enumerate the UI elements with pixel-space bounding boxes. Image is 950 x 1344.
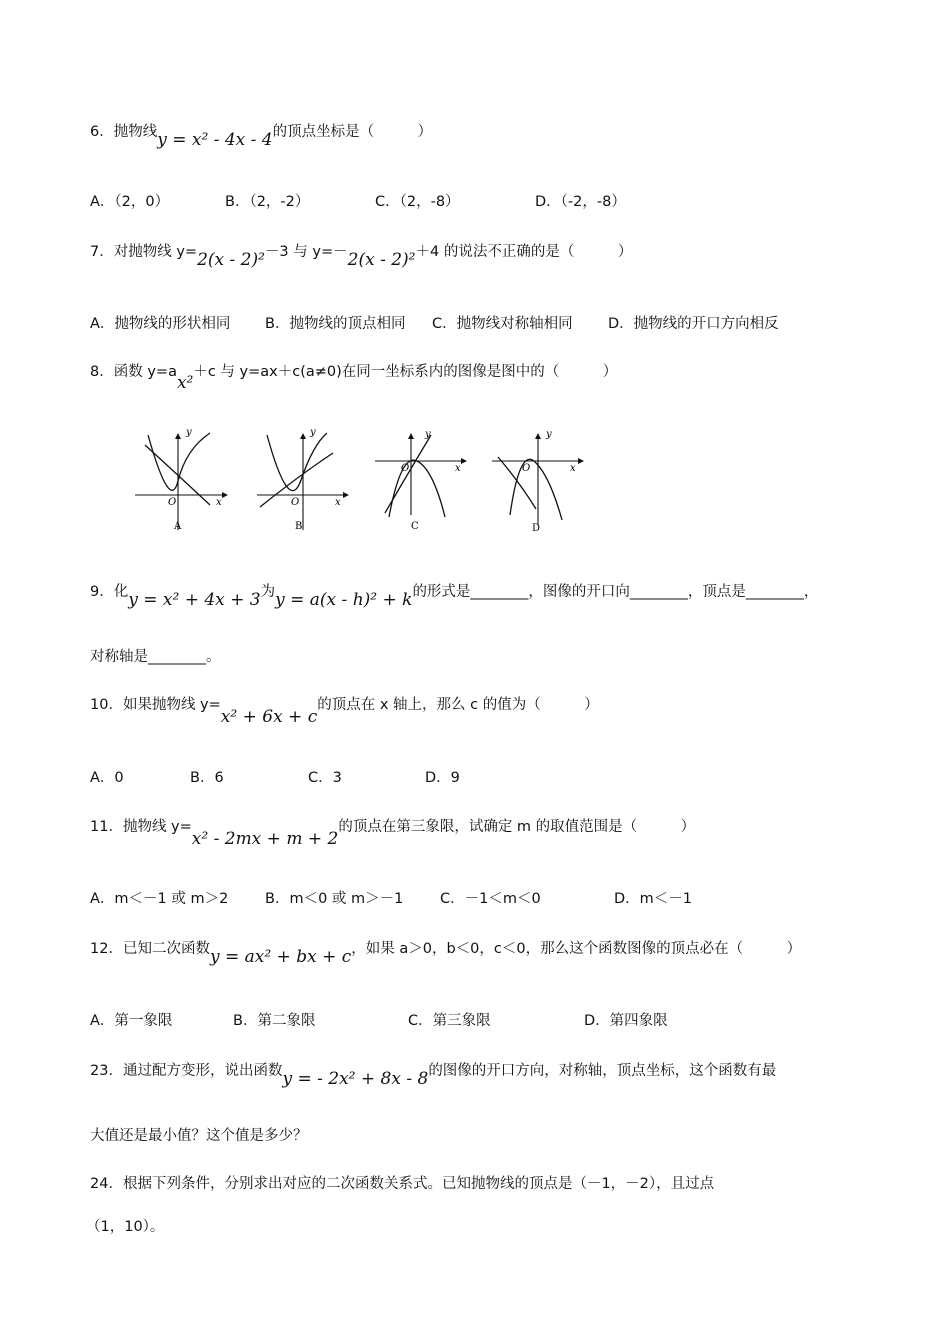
q6-option-d: D．（-2，-8）	[535, 194, 626, 210]
question-12	[90, 937, 802, 967]
q7-formula-2: 2(x - 2)²	[347, 250, 416, 270]
graph-c	[375, 429, 467, 532]
graph-c-origin: O	[401, 463, 410, 474]
q12-suffix: ，如果 a＞0，b＜0，c＜0，那么这个函数图像的顶点必在（ ）	[351, 941, 802, 957]
graph-d	[492, 429, 584, 534]
q9-formula-1: y = x² + 4x + 3	[128, 590, 261, 610]
graph-b-x-label: x	[335, 497, 341, 508]
q6-option-c: C．（2，-8）	[375, 194, 460, 210]
graph-c-parabola	[389, 460, 445, 517]
q6-prefix: 6．抛物线	[90, 124, 158, 140]
q10-option-a: A．0	[90, 770, 124, 786]
graph-c-line	[385, 435, 431, 513]
graph-d-x-label: x	[570, 463, 576, 474]
q23-prefix: 23．通过配方变形，说出函数	[90, 1063, 283, 1079]
q10-option-b: B．6	[190, 770, 224, 786]
q10-suffix: 的顶点在 x 轴上，那么 c 的值为（ ）	[317, 697, 599, 713]
q8-prefix: 8．函数 y=a	[90, 364, 177, 380]
q11-option-a: A．m＜－1 或 m＞2	[90, 891, 229, 907]
graph-b-origin: O	[291, 497, 300, 508]
graph-d-caption: D	[532, 523, 541, 534]
graph-c-y-label: y	[425, 429, 431, 440]
q6-formula: y = x² - 4x - 4	[157, 130, 273, 150]
q11-prefix: 11．抛物线 y=	[90, 819, 192, 835]
q7-suffix: ＋4 的说法不正确的是（ ）	[415, 244, 633, 260]
question-7	[90, 240, 633, 270]
question-10	[90, 693, 599, 727]
q12-prefix: 12．已知二次函数	[90, 941, 210, 957]
graph-b-caption: B	[295, 521, 303, 532]
q9-suffix: 的形式是________，图像的开口向________，顶点是________，	[412, 584, 819, 600]
q7-option-d: D．抛物线的开口方向相反	[608, 316, 779, 332]
q8-suffix: ＋c 与 y=ax＋c(a≠0)在同一坐标系内的图像是图中的（ ）	[193, 364, 618, 380]
q11-option-d: D．m＜－1	[614, 891, 693, 907]
q7-option-b: B．抛物线的顶点相同	[265, 316, 406, 332]
graph-a-parabola	[148, 433, 210, 490]
graph-b-y-label: y	[310, 427, 316, 438]
q11-option-c: C．－1＜m＜0	[440, 891, 541, 907]
q11-option-b: B．m＜0 或 m＞－1	[265, 891, 404, 907]
question-24: 24．根据下列条件，分别求出对应的二次函数关系式。已知抛物线的顶点是（－1，－2），且过点	[90, 1176, 715, 1192]
q9-mid: 为	[260, 584, 276, 600]
q8-formula: x²	[176, 373, 194, 393]
q7-prefix: 7．对抛物线 y=	[90, 244, 198, 260]
graph-b	[257, 427, 349, 532]
graph-c-x-label: x	[455, 463, 461, 474]
graph-a-y-label: y	[186, 427, 192, 438]
graph-d-parabola	[510, 459, 562, 520]
q10-prefix: 10．如果抛物线 y=	[90, 697, 221, 713]
q8-graphs-svg	[130, 425, 600, 540]
q11-suffix: 的顶点在第三象限，试确定 m 的取值范围是（ ）	[338, 819, 696, 835]
q7-mid: －3 与 y=－	[264, 244, 348, 260]
question-9	[90, 580, 819, 610]
q23-suffix: 的图像的开口方向，对称轴，顶点坐标，这个函数有最	[428, 1063, 777, 1079]
q10-formula: x² + 6x + c	[220, 707, 318, 727]
q6-option-b: B．（2，-2）	[225, 194, 310, 210]
q9-line-2: 对称轴是________。	[90, 649, 221, 665]
question-11	[90, 815, 696, 849]
q23-formula: y = - 2x² + 8x - 8	[282, 1069, 429, 1089]
graph-a	[135, 427, 228, 532]
graph-c-caption: C	[411, 521, 419, 532]
q7-formula-1: 2(x - 2)²	[197, 250, 265, 270]
graph-a-caption: A	[174, 521, 182, 532]
q12-option-a: A．第一象限	[90, 1013, 173, 1029]
q12-option-d: D．第四象限	[584, 1013, 668, 1029]
q12-option-c: C．第三象限	[408, 1013, 491, 1029]
q6-suffix: 的顶点坐标是（ ）	[272, 124, 433, 140]
graph-d-origin: O	[522, 463, 531, 474]
q7-option-a: A．抛物线的形状相同	[90, 316, 231, 332]
q8-graph-options	[130, 425, 600, 540]
q24-line-2: （1，10）。	[86, 1219, 165, 1235]
q10-option-d: D．9	[425, 770, 460, 786]
q9-prefix: 9．化	[90, 584, 129, 600]
q9-formula-2: y = a(x - h)² + k	[275, 590, 413, 610]
graph-d-line	[498, 457, 536, 509]
graph-a-origin: O	[168, 497, 177, 508]
q23-line-2: 大值还是最小值？这个值是多少？	[90, 1128, 308, 1144]
graph-b-parabola	[267, 433, 327, 491]
q6-option-a: A．（2，0）	[90, 194, 170, 210]
graph-a-x-label: x	[216, 497, 222, 508]
question-8	[90, 360, 618, 393]
q10-option-c: C．3	[308, 770, 342, 786]
question-23	[90, 1059, 777, 1089]
q7-option-c: C．抛物线对称轴相同	[432, 316, 573, 332]
graph-d-y-label: y	[546, 429, 552, 440]
question-6	[90, 120, 433, 150]
q12-option-b: B．第二象限	[233, 1013, 316, 1029]
q11-formula: x² - 2mx + m + 2	[191, 829, 339, 849]
q12-formula: y = ax² + bx + c	[209, 947, 352, 967]
